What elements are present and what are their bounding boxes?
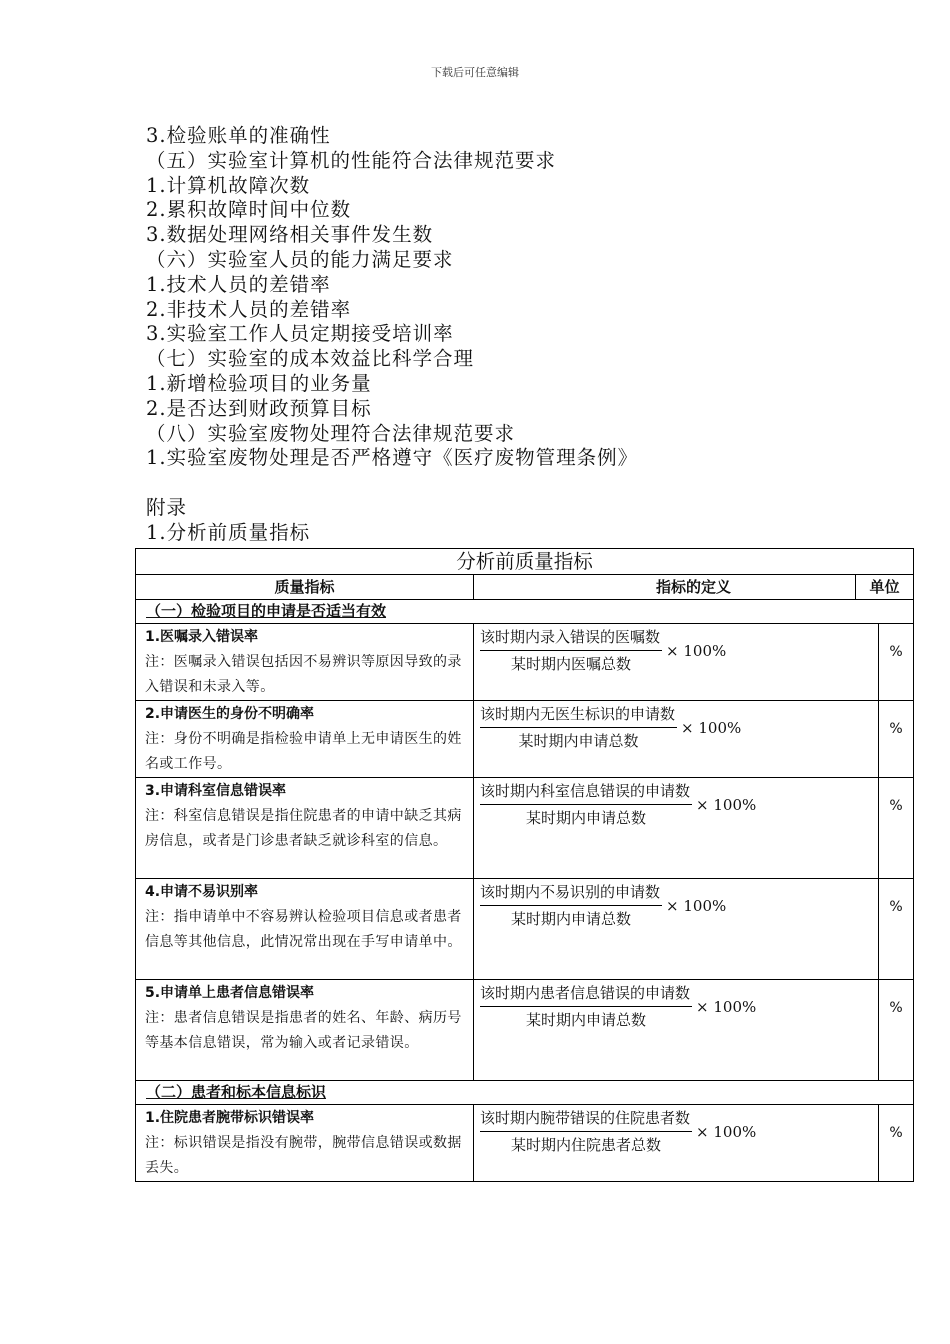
unit-cell: % xyxy=(879,701,914,778)
table-row xyxy=(136,1105,914,1182)
indicator-cell xyxy=(136,1105,474,1182)
indicator-title: 4.申请不易识别率 xyxy=(145,884,259,900)
numerator: 该时期内无医生标识的申请数 xyxy=(480,704,677,728)
unit-cell: % xyxy=(879,980,914,1081)
formula xyxy=(480,983,756,1030)
table-caption: 分析前质量指标 xyxy=(136,549,914,575)
section-heading: （五）实验室计算机的性能符合法律规范要求 xyxy=(146,148,557,172)
page-header: 下载后可任意编辑 xyxy=(431,66,519,79)
table-row xyxy=(136,624,914,701)
formula xyxy=(480,627,726,674)
indicator-cell xyxy=(136,624,474,701)
table-row xyxy=(136,701,914,778)
formula xyxy=(480,1108,756,1155)
section-title: （一）检验项目的申请是否适当有效 xyxy=(146,602,387,620)
header-indicator: 质量指标 xyxy=(136,575,474,600)
definition-cell xyxy=(474,879,879,980)
appendix-subheading: 1.分析前质量指标 xyxy=(146,520,311,544)
numerator: 该时期内不易识别的申请数 xyxy=(480,882,662,906)
text-line: 2.非技术人员的差错率 xyxy=(146,297,352,321)
denominator: 某时期内申请总数 xyxy=(518,732,639,750)
indicator-note: 注：医嘱录入错误包括因不易辨识等原因导致的录入错误和未录入等。 xyxy=(145,654,462,695)
numerator: 该时期内患者信息错误的申请数 xyxy=(480,983,692,1007)
indicator-cell xyxy=(136,778,474,879)
multiplier: × 100% xyxy=(696,997,757,1016)
denominator: 某时期内申请总数 xyxy=(526,809,647,827)
text-line: 2.累积故障时间中位数 xyxy=(146,198,352,222)
definition-cell xyxy=(474,701,879,778)
unit-cell: % xyxy=(879,778,914,879)
text-line: 2.是否达到财政预算目标 xyxy=(146,396,372,420)
denominator: 某时期内申请总数 xyxy=(526,1011,647,1029)
formula xyxy=(480,882,726,929)
text-line: 1.计算机故障次数 xyxy=(146,173,311,197)
indicator-note: 注：身份不明确是指检验申请单上无申请医生的姓名或工作号。 xyxy=(145,731,462,772)
text-line: 3.数据处理网络相关事件发生数 xyxy=(146,223,434,247)
unit-cell: % xyxy=(879,624,914,701)
indicator-title: 2.申请医生的身份不明确率 xyxy=(145,706,315,722)
definition-cell xyxy=(474,778,879,879)
text-line: 3.检验账单的准确性 xyxy=(146,124,331,147)
definition-cell xyxy=(474,980,879,1081)
table-row xyxy=(136,879,914,980)
denominator: 某时期内住院患者总数 xyxy=(511,1136,662,1154)
text-line: 1.实验室废物处理是否严格遵守《医疗废物管理条例》 xyxy=(146,446,639,470)
indicator-note: 注：标识错误是指没有腕带，腕带信息错误或数据丢失。 xyxy=(145,1135,462,1176)
numerator: 该时期内录入错误的医嘱数 xyxy=(480,627,662,651)
numerator: 该时期内腕带错误的住院患者数 xyxy=(480,1108,692,1132)
multiplier: × 100% xyxy=(696,1122,757,1141)
section-title: （二）患者和标本信息标识 xyxy=(146,1083,327,1101)
table-row xyxy=(136,980,914,1081)
indicator-note: 注：指申请单中不容易辨认检验项目信息或者患者信息等其他信息，此情况常出现在手写申请单中。 xyxy=(145,909,462,950)
section-heading: （八）实验室废物处理符合法律规范要求 xyxy=(146,421,516,445)
section-heading: （七）实验室的成本效益比科学合理 xyxy=(146,347,475,371)
indicator-cell xyxy=(136,701,474,778)
unit-cell: % xyxy=(879,1105,914,1182)
text-line: 3.实验室工作人员定期接受培训率 xyxy=(146,322,454,346)
appendix-heading: 附录 xyxy=(146,496,188,520)
denominator: 某时期内申请总数 xyxy=(511,910,632,928)
section-heading: （六）实验室人员的能力满足要求 xyxy=(146,247,454,271)
formula xyxy=(480,704,741,751)
denominator: 某时期内医嘱总数 xyxy=(511,655,632,673)
multiplier: × 100% xyxy=(681,718,742,737)
body-text xyxy=(146,124,926,546)
quality-indicator-table xyxy=(135,548,914,1182)
header-definition-unit xyxy=(474,575,914,600)
header-unit: 单位 xyxy=(855,575,913,599)
definition-cell xyxy=(474,1105,879,1182)
indicator-title: 1.住院患者腕带标识错误率 xyxy=(145,1110,315,1126)
section-row xyxy=(136,1081,914,1105)
indicator-note: 注：患者信息错误是指患者的姓名、年龄、病历号等基本信息错误，常为输入或者记录错误。 xyxy=(145,1010,462,1051)
indicator-title: 5.申请单上患者信息错误率 xyxy=(145,985,315,1001)
section-row xyxy=(136,600,914,624)
indicator-note: 注：科室信息错误是指住院患者的申请中缺乏其病房信息，或者是门诊患者缺乏就诊科室的信息。 xyxy=(145,808,462,849)
text-line: 1.新增检验项目的业务量 xyxy=(146,371,372,395)
indicator-title: 1.医嘱录入错误率 xyxy=(145,629,259,645)
indicator-title: 3.申请科室信息错误率 xyxy=(145,783,287,799)
definition-cell xyxy=(474,624,879,701)
multiplier: × 100% xyxy=(666,641,727,660)
table-row xyxy=(136,778,914,879)
indicator-cell xyxy=(136,879,474,980)
formula xyxy=(480,781,756,828)
multiplier: × 100% xyxy=(696,795,757,814)
multiplier: × 100% xyxy=(666,896,727,915)
numerator: 该时期内科室信息错误的申请数 xyxy=(480,781,692,805)
text-line: 1.技术人员的差错率 xyxy=(146,272,331,296)
header-definition: 指标的定义 xyxy=(656,578,732,596)
unit-cell: % xyxy=(879,879,914,980)
indicator-cell xyxy=(136,980,474,1081)
